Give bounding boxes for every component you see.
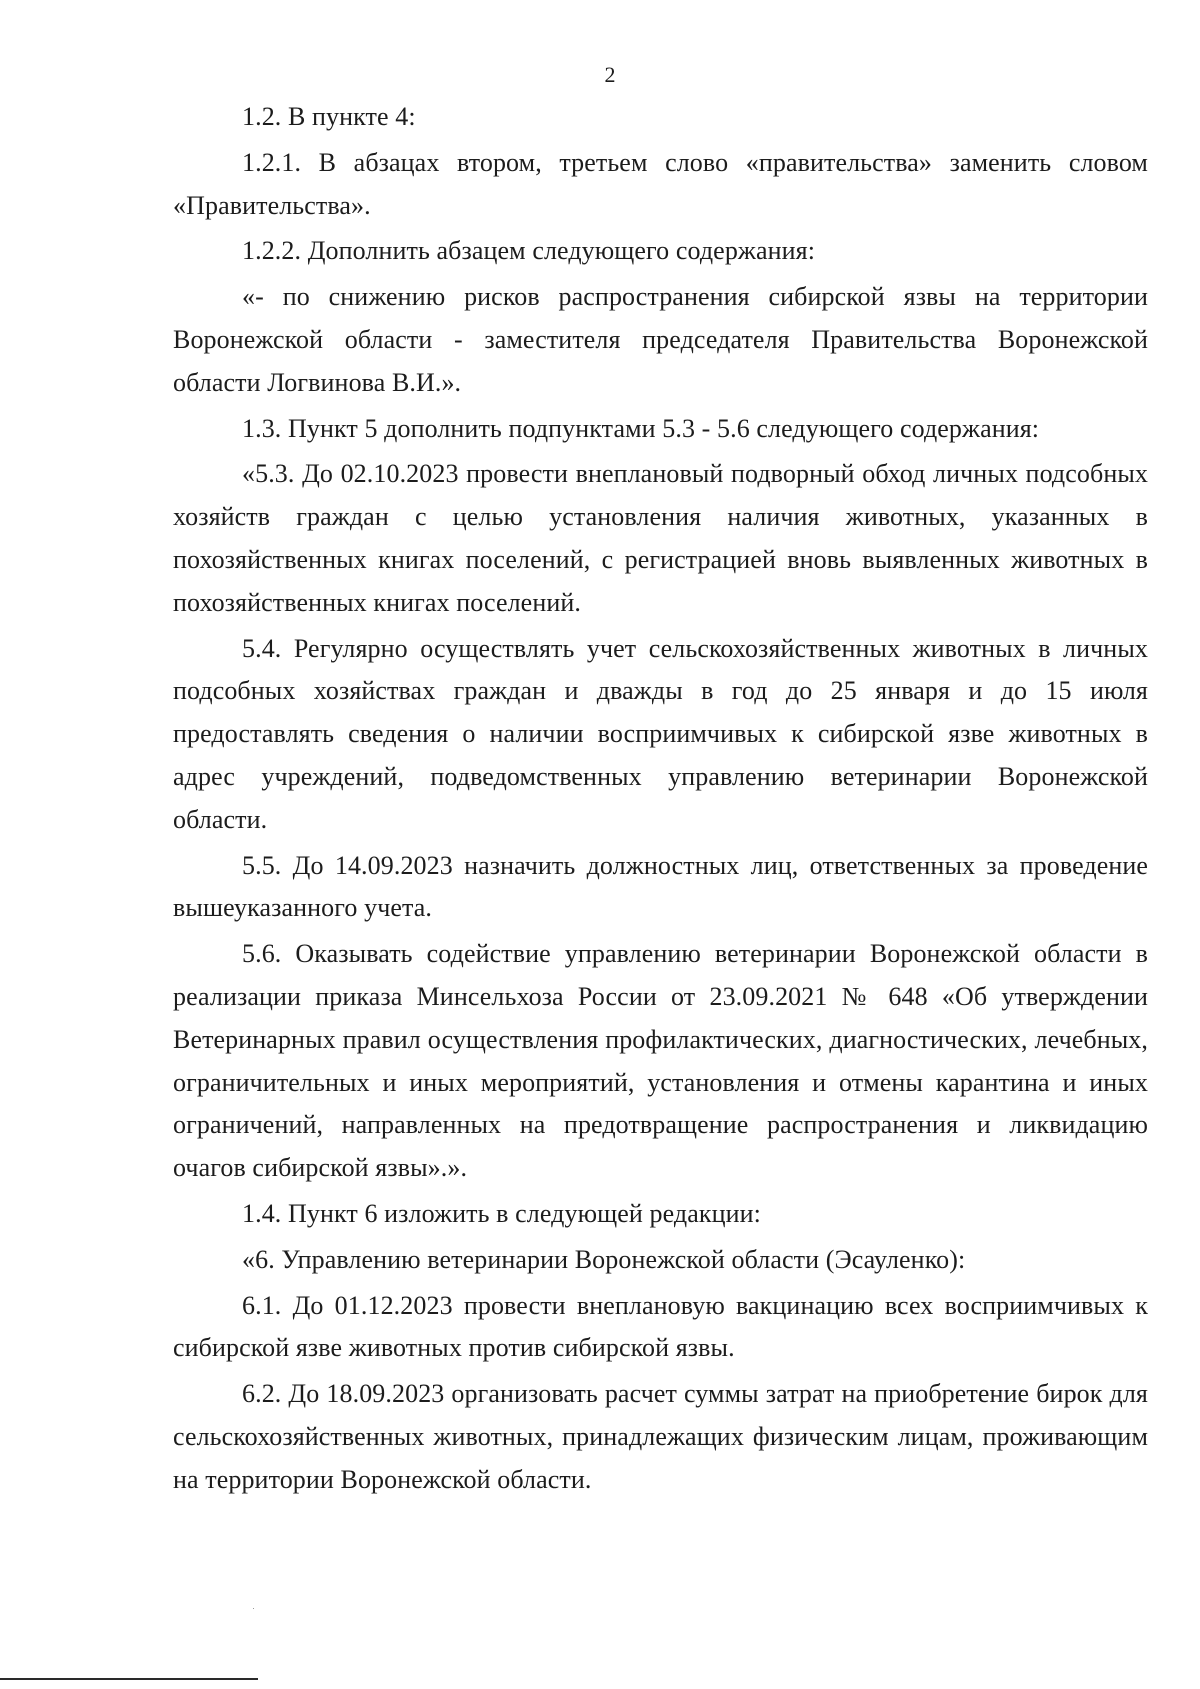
- page-number: 2: [604, 62, 616, 87]
- bottom-edge-rule: [0, 1678, 258, 1680]
- paragraph-5-5: 5.5. До 14.09.2023 назначить должностных лиц, ответственных за проведение вышеуказанного учета.: [173, 850, 1148, 923]
- paragraph-1-2-1: 1.2.1. В абзацах втором, третьем слово «правительства» заменить словом «Правительства».: [173, 147, 1148, 220]
- paragraph-5-3: «5.3. До 02.10.2023 провести внеплановый подворный обход личных подсобных хозяйств граждан с целью установления наличия животных, указанных в похозяйственных книгах поселений, с регистрацией вновь выявленных животных в похозяйственных книгах поселений.: [173, 459, 1148, 617]
- paragraph-quote-risk-reduction: «- по снижению рисков распространения сибирской язвы на территории Воронежской области - заместителя председателя Правительства Воронежской области Логвинова В.И.».: [173, 282, 1148, 397]
- paragraph-5-6: 5.6. Оказывать содействие управлению ветеринарии Воронежской области в реализации приказа Минсельхоза России от 23.09.2021 № 648 «Об утверждении Ветеринарных правил осуществления профилактических, диагностических, лечебных, ограничительных и иных мероприятий, установления и отмены карантина и иных ограничений, направленных на предотвращение распространения и ликвидацию очагов сибирской язвы».».: [173, 939, 1148, 1183]
- paragraph-1-2: 1.2. В пункте 4:: [242, 102, 416, 131]
- paragraph-5-4: 5.4. Регулярно осуществлять учет сельскохозяйственных животных в личных подсобных хозяйствах граждан и дважды в год до 25 января и до 15 июля предоставлять сведения о наличии восприимчивых к сибирской язве животных в адрес учреждений, подведомственных управлению ветеринарии Воронежской области.: [173, 633, 1148, 834]
- paragraph-1-4: 1.4. Пункт 6 изложить в следующей редакции:: [242, 1198, 761, 1228]
- paragraph-1-3: 1.3. Пункт 5 дополнить подпунктами 5.3 - 5.6 следующего содержания:: [242, 413, 1040, 443]
- document-body: [173, 96, 1148, 1502]
- scan-speck: [253, 1608, 254, 1609]
- paragraph-6-2: 6.2. До 18.09.2023 организовать расчет суммы затрат на приобретение бирок для сельскохозяйственных животных, принадлежащих физическим лицам, проживающим на территории Воронежской области.: [173, 1379, 1148, 1494]
- paragraph-1-2-2: 1.2.2. Дополнить абзацем следующего содержания:: [242, 236, 816, 266]
- paragraph-6-1: 6.1. До 01.12.2023 провести внеплановую вакцинацию всех восприимчивых к сибирской язве животных против сибирской язвы.: [173, 1290, 1148, 1363]
- paragraph-6: «6. Управлению ветеринарии Воронежской области (Эсауленко):: [242, 1244, 966, 1274]
